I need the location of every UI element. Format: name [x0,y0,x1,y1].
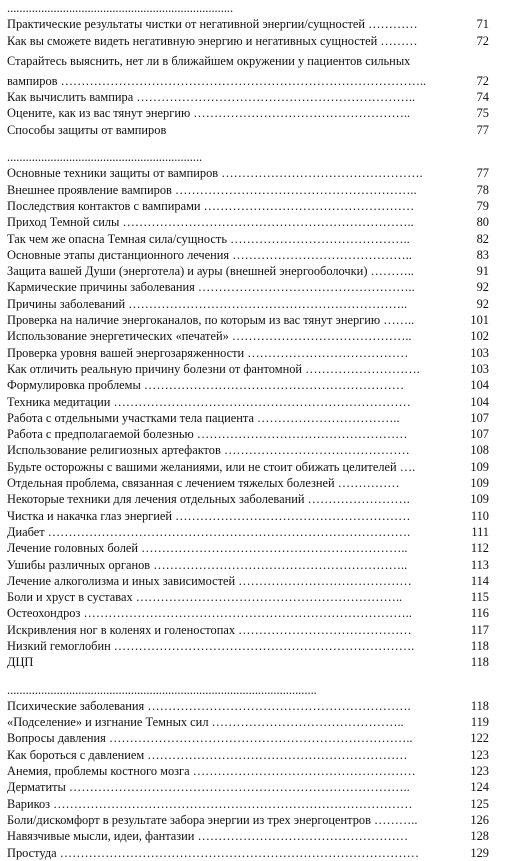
entry-page: 123 [470,764,489,779]
entry-title: Последствия контактов с вампирами …………………………………………… [7,198,415,213]
entry-page: 104 [470,394,489,409]
entry-title: Способы защиты от вампиров [7,122,167,137]
entry-page: 104 [470,378,489,393]
toc-entry [7,714,489,730]
entry-title: Лечение алкоголизма и иных зависимостей …………………………………… [7,573,412,588]
entry-page: 107 [470,427,489,442]
entry-title: Работа с предполагаемой болезнью …………………………………………… [7,427,408,442]
toc-entry [7,638,489,654]
toc-entry [7,345,489,361]
toc-entry [7,377,489,393]
entry-title: Формулировка проблемы ……………………………………………………… [7,378,405,393]
toc-entry [7,73,489,89]
entry-title: Использование энергетических «печатей» …………………………………….. [7,329,412,344]
toc-entry [7,812,489,828]
entry-title: Как бороться с давлением ……………………………………………………… [7,747,408,762]
entry-title: Приход Темной силы …………………………………………………………….. [7,215,414,230]
toc-entry [7,622,489,638]
entry-title: Причины заболеваний ………………………………………………………….. [7,296,408,311]
toc-entry [7,540,489,556]
toc-entry [7,426,489,442]
entry-title: Простуда …………………………………………………………………………… [7,845,420,860]
toc-entry [7,763,489,779]
entry-page: 72 [476,33,489,48]
entry-page: 72 [476,73,489,88]
entry-title: Как вы сможете видеть негативную энергию и негативных сущностей ……… [7,33,418,48]
toc-entry [7,214,489,230]
entry-title: ДЦП [7,655,34,670]
toc-entry [7,105,489,121]
entry-title: Ушибы различных органов …………………………………………………….. [7,557,408,572]
entry-title: Отдельная проблема, связанная с лечением тяжелых болезней …………… [7,476,400,491]
toc-entry [7,698,489,714]
entry-page: 129 [470,845,489,860]
entry-page: 74 [476,90,489,105]
entry-page: 71 [476,17,489,32]
toc-entry [7,279,489,295]
toc-entry [7,605,489,621]
entry-page: 118 [470,698,489,713]
entry-title: Психические заболевания ………………………………………………………. [7,698,411,713]
entry-title: Вопросы давления ……………………………………………………………….. [7,731,413,746]
toc-entry [7,89,489,105]
entry-page: 92 [476,280,489,295]
entry-title: Анемия, проблемы костного мозга ……………………………………………… [7,764,416,779]
toc-entry [7,16,489,32]
entry-title: вампиров …………………………………………………………………………….. [7,73,427,88]
entry-title: Техника медитации ……………………………………………………………… [7,394,411,409]
entry-title: Старайтесь выяснить, нет ли в ближайшем окружении у пациентов сильных [7,53,411,68]
toc-entry [7,730,489,746]
toc-entry [7,654,489,670]
entry-title: Проверка уровня вашей энергозаряженности ………………………………… [7,345,409,360]
entry-page: 82 [476,231,489,246]
toc-entry [7,394,489,410]
toc-entry [7,410,489,426]
toc-entry [7,589,489,605]
entry-page: 77 [476,122,489,137]
entry-page: 125 [470,796,489,811]
toc-entry [7,122,489,138]
entry-page: 114 [470,573,489,588]
entry-page: 115 [470,590,489,605]
entry-title: Дерматиты ……………………………………………………………………….. [7,780,410,795]
entry-title: Как вычислить вампира ………………………………………………………….. [7,90,416,105]
entry-page: 124 [470,780,489,795]
entry-title: Низкий гемоглобин ………………………………………………………………. [7,638,415,653]
entry-page: 109 [470,459,489,474]
section-gap [7,138,489,149]
dots-line: .................................................................................................... [7,682,317,697]
entry-title: Защита вашей Души (энерготела) и ауры (внешней энергооболочки) ……….. [7,264,414,279]
entry-page: 108 [470,443,489,458]
toc-dots-separator [7,149,489,165]
toc-entry [7,231,489,247]
entry-title: Варикоз …………………………………………………………………………… [7,796,413,811]
entry-title: Оцените, как из вас тянут энергию …………………………………………….. [7,106,411,121]
entry-title: Внешнее проявление вампиров ………………………………………………….. [7,182,417,197]
entry-title: Основные этапы дистанционного лечения …………………………………….. [7,247,412,262]
entry-title: Остеохондроз …………………………………………………………………….. [7,606,412,621]
toc-entry [7,361,489,377]
entry-page: 77 [476,166,489,181]
entry-page: 118 [470,655,489,670]
toc-entry [7,165,489,181]
entry-title: Навязчивые мысли, идеи, фантазии …………………………………………… [7,829,409,844]
table-of-contents [7,0,489,861]
entry-title: «Подселение» и изгнание Темных сил ……………………………………….. [7,715,404,730]
toc-entry [7,796,489,812]
entry-title: Искривления ног в коленях и голеностопах …………………………………… [7,622,412,637]
toc-entry [7,263,489,279]
toc-entry [7,198,489,214]
section-gap [7,671,489,682]
entry-page: 123 [470,747,489,762]
entry-page: 113 [470,557,489,572]
entry-page: 107 [470,410,489,425]
entry-page: 109 [470,492,489,507]
entry-page: 117 [470,622,489,637]
entry-page: 128 [470,829,489,844]
toc-entry [7,524,489,540]
entry-page: 119 [470,715,489,730]
entry-title: Как отличить реальную причину болезни от фантомной ………………………. [7,361,420,376]
toc-entry [7,312,489,328]
toc-top-dots [7,0,489,16]
entry-page: 103 [470,361,489,376]
entry-title: Диабет ……………………………………………………………………………. [7,524,411,539]
toc-entry [7,475,489,491]
toc-entry [7,442,489,458]
toc-dots-separator [7,682,489,698]
toc-entry [7,557,489,573]
entry-page: 79 [476,198,489,213]
entry-title: Будьте осторожны с вашими желаниями, или не стоит обижать целителей …. [7,459,416,474]
entry-page: 126 [470,812,489,827]
entry-title: Боли и хруст в суставах ……………………………………………………….. [7,590,403,605]
toc-entry [7,182,489,198]
entry-page: 103 [470,345,489,360]
entry-title: Некоторые техники для лечения отдельных заболеваний ……………………. [7,492,410,507]
toc-entry [7,508,489,524]
toc-entry [7,779,489,795]
entry-title: Проверка на наличие энергоканалов, по которым из вас тянут энергию …….. [7,313,415,328]
entry-page: 92 [476,296,489,311]
entry-page: 78 [476,182,489,197]
entry-title: Лечение головных болей ……………………………………………………….. [7,541,408,556]
entry-page: 83 [476,247,489,262]
dots-line: ............................................................... [7,150,203,165]
entry-page: 118 [470,638,489,653]
entry-page: 122 [470,731,489,746]
toc-entry [7,49,489,73]
toc-entry [7,747,489,763]
toc-entry [7,296,489,312]
entry-page: 75 [476,106,489,121]
entry-title: Основные техники защиты от вампиров …………………………………………. [7,166,423,181]
entry-page: 109 [470,476,489,491]
entry-page: 112 [470,541,489,556]
entry-title: Использование религиозных артефактов ……………………………………… [7,443,410,458]
toc-entry [7,573,489,589]
entry-page: 111 [471,524,489,539]
entry-title: Работа с отдельными участками тела пациента …………………………….. [7,410,400,425]
toc-entry [7,828,489,844]
entry-title: Боли/дискомфорт в результате забора энергии из трех энергоцентров ……….. [7,812,418,827]
entry-page: 110 [470,508,489,523]
entry-title: Кармические причины заболевания …………………………………………….. [7,280,415,295]
entry-page: 101 [470,313,489,328]
entry-title: Чистка и накачка глаз энергией ………………………………………………… [7,508,411,523]
toc-entry [7,491,489,507]
toc-entry [7,459,489,475]
entry-page: 91 [476,264,489,279]
entry-title: Так чем же опасна Темная сила/сущность …………………………………….. [7,231,410,246]
toc-entry [7,247,489,263]
entry-title: Практические результаты чистки от негативной энергии/сущностей ………… [7,17,418,32]
entry-page: 116 [470,606,489,621]
toc-entry [7,328,489,344]
entry-page: 80 [476,215,489,230]
entry-page: 102 [470,329,489,344]
dots-line: ......................................................................... [7,1,234,15]
toc-entry [7,33,489,49]
